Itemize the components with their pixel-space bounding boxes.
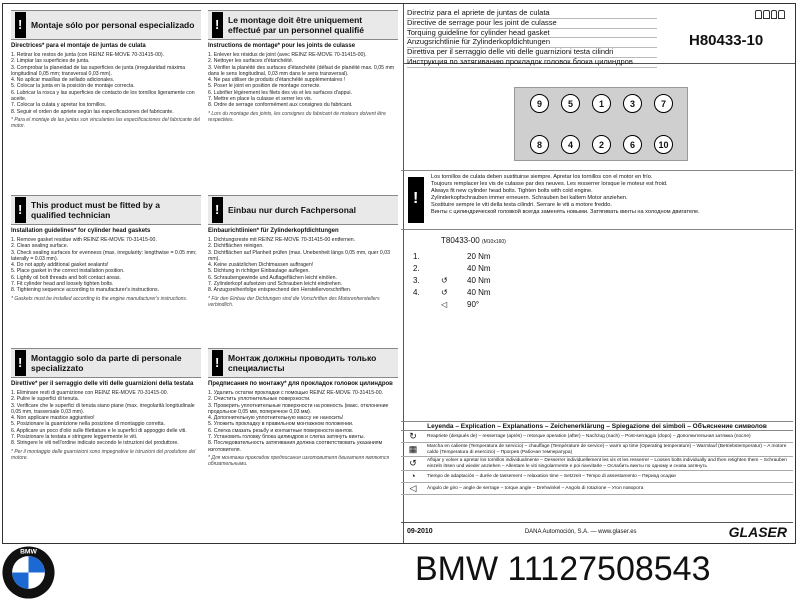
cylinder-head-icon [755, 10, 785, 19]
section-note: * Gaskets must be installed according to the engine manufacturer's instructions. [11, 295, 188, 302]
title-line: Anzugsrichtlinie für Zylinderkopfdichtungen [407, 38, 657, 48]
section-body: 1. Remove gasket residue with REINZ RE-MOVE 70-31415-00. 2. Clean sealing surface. 3. Check sealing surfaces for evenness (max. irregularity: lengthwise = 0.05 mm; laterally = 0.03 mm). 4. Do not apply additional gasket sealants! 5. Place gasket in the correct installation position. 6. Lightly oil bolt threads and bolt contact areas. 7. Fit cylinder head and loosely tighten bolts. 8. Tightening sequence according to manufacturer's instructions. [11, 237, 197, 294]
step-number: 4. [413, 287, 420, 297]
bmw-logo-text: BMW [20, 548, 37, 556]
section-note: * Lors du montage des joints, les consignes du fabricant de moteurs doivent être respectées. [208, 110, 386, 123]
section-subtitle: Einbaurichtlinien* für Zylinderkopfdichtungen [208, 228, 339, 234]
section-note: * Für den Einbau der Dichtungen sind die Vorschriften des Motorenherstellers verbindlich. [208, 295, 380, 308]
loosen-retighten-icon: ↺ [441, 287, 448, 297]
sequence-size: (M10x160) [481, 239, 506, 245]
warning-icon [212, 350, 223, 376]
section-subtitle: Directrices* para el montaje de juntas de culata [11, 43, 146, 49]
bmw-logo [0, 545, 57, 600]
bolt-marker: 8 [530, 135, 549, 154]
legend-text: Reapriete (después de) – resserrage (après) – retorque operation (after) – Nachzug (nach) – Post-serraggio (dopo) – Дополнительная затяжка (после) [427, 433, 751, 439]
bolt-replacement-warning [401, 170, 793, 230]
title-line: Torquing guideline for cylinder head gasket [407, 29, 657, 39]
step-number: 3. [413, 275, 420, 285]
footer-date: 09-2010 [407, 528, 433, 535]
section-note: * Для монтажа прокладок предписания изготовителя двигателя являются обязательными. [208, 454, 390, 467]
bolt-marker: 5 [561, 94, 580, 113]
retorque-icon: ↻ [409, 430, 417, 441]
title-line: Direttiva per il serraggio delle viti delle guarnizioni testa cilindri [407, 48, 657, 58]
legend-text: Aflojar y volver a apretar los tornillos individualmente – Desserrer individuellement les vis et les resserrer – Loosen bolts individually and then retighten them – Schrauben einzeln lösen und wieder anziehen – Allentare le viti singolarmente e poi riavvitarle – Ослабить винты по одному и снова затянуть [427, 458, 787, 469]
warning-icon [15, 350, 26, 376]
title-block [403, 4, 795, 64]
section-body: 1. Enlever les résidus de joint (avec REINZ RE-MOVE 70-31415-00). 2. Nettoyer les surfaces d'étanchéité. 3. Vérifier la planéité des surfaces d'étanchéité (défaut de planéité max. 0,05 mm dans le sens longitudinal, 0,03 mm dans le sens transversal). 4. Ne pas utiliser de produits d'étanchéité supplémentaires ! 5. Poser le joint en position de montage correcte. 6. Lubrifier légèrement les filets des vis et les surfaces d'appui. 7. Mettre en place la culasse et serrer les vis. 8. Ordre de serrage conformément aux consignes du fabricant. [208, 52, 395, 109]
legend-row [401, 457, 793, 471]
legend-row [401, 471, 793, 483]
legend-row [401, 431, 793, 443]
bolt-marker: 2 [592, 135, 611, 154]
legend-title: Leyenda – Explication – Explanations – Zeichenerklärung – Spiegazione dei simboli – Объяснение символов [401, 421, 793, 431]
torque-angle-icon: ◁ [409, 483, 417, 494]
sheet-footer [401, 522, 793, 540]
section-title: Le montage doit être uniquement effectué par un personnel qualifié [228, 15, 365, 35]
torque-step [413, 250, 533, 262]
bolt-marker: 4 [561, 135, 580, 154]
bolt-marker: 3 [623, 94, 642, 113]
section-title: Montaje sólo por personal especializado [31, 20, 195, 30]
warm-up-icon: ▦ [408, 443, 418, 454]
legend-row [401, 443, 793, 457]
section-title: Montaggio solo da parte di personale specializzato [31, 353, 182, 373]
torque-step [413, 274, 533, 286]
torque-step [413, 298, 533, 310]
torque-angle-icon: ◁ [441, 299, 448, 309]
step-value: 40 Nm [467, 287, 491, 297]
title-line: Инструкция по затягиванию прокладок головок блока цилиндров [407, 58, 657, 68]
warning-icon [408, 177, 424, 223]
warning-icon [212, 12, 223, 38]
product-title: BMW 11127508543 [415, 550, 711, 588]
section-en [11, 195, 201, 302]
torque-step [413, 286, 533, 298]
warning-text: Los tornillos de culata deben sustituirse siempre. Apretar los tornillos con el motor en frío. Toujours remplacer les vis de culasse par des neuves. Les resserrer lorsque le moteur est froid. Always fit new cylinder head bolts. Tighten bolts with cold engine. Zylinderkopfschrauben immer erneuern. Schrauben bei kaltem Motor anziehen. Sostituire sempre le viti della testa cilindri. Serrare le viti a motore freddo. Винты с цилиндрической головкой всегда заменять новыми. Затягивать винты на холодном двигателе. [431, 174, 700, 215]
step-value: 40 Nm [467, 263, 491, 273]
step-value: 40 Nm [467, 275, 491, 285]
section-title: This product must be fitted by a qualified technician [31, 200, 160, 220]
section-fr [208, 10, 398, 123]
loosen-retighten-icon: ↺ [441, 275, 448, 285]
title-line: Directive de serrage pour les joint de culasse [407, 19, 657, 29]
step-number: 2. [413, 263, 420, 273]
loosen-retighten-icon: ↺ [409, 457, 417, 468]
symbol-legend [401, 421, 793, 495]
section-note: * Per il montaggio delle guarnizioni sono impegnative le istruzioni del produttore del motore. [11, 448, 196, 461]
sequence-code-value: T80433-00 [441, 236, 480, 245]
warning-icon [212, 197, 223, 223]
step-value: 90° [467, 299, 480, 309]
cylinder-head-diagram [514, 87, 688, 161]
warning-icon [15, 12, 26, 38]
glaser-logo: GLASER [728, 523, 787, 540]
legend-row [401, 483, 793, 495]
section-title: Einbau nur durch Fachpersonal [228, 205, 356, 215]
title-line: Directriz para el apriete de juntas de culata [407, 9, 657, 19]
step-value: 20 Nm [467, 251, 491, 261]
relaxation-time-icon: ◔ [410, 471, 416, 482]
section-subtitle: Предписания по монтажу* для прокладок головок цилиндров [208, 381, 393, 387]
sequence-code [441, 236, 506, 245]
step-number: 1. [413, 251, 420, 261]
bolt-marker: 1 [592, 94, 611, 113]
section-note: * Para el montaje de las juntas son vinculantes las especificaciones del fabricante del motor. [11, 116, 200, 129]
section-subtitle: Installation guidelines* for cylinder head gaskets [11, 228, 151, 234]
section-body: 1. Dichtungsreste mit REINZ RE-MOVE 70-31415-00 entfernen. 2. Dichtflächen reinigen. 3. Dichtflächen auf Planheit prüfen (max. Unebenheit längs 0,05 mm, quer 0,03 mm). 4. Keine zusätzlichen Dichtmassen auftragen! 5. Dichtung in richtiger Einbaulage auflegen. 6. Schraubengewinde und Auflageflächen leicht einölen. 7. Zylinderkopf aufsetzen und Schrauben leicht eindrehen. 8. Anzugsreihenfolge entsprechend den Herstellervorschriften. [208, 237, 390, 294]
section-de [208, 195, 398, 308]
bolt-marker: 10 [654, 135, 673, 154]
section-es [11, 10, 201, 129]
torque-step [413, 262, 533, 274]
section-body: 1. Retirar los restos de junta (con REINZ RE-MOVE 70-31415-00). 2. Limpiar las superficies de junta. 3. Comprobar la planeidad de las superficies de junta (irregularidad máxima longitudinal 0,05 mm; transversal 0,03 mm). 4. No aplicar masillas de sellado adicionales. 5. Colocar la junta en la posición de montaje correcta. 6. Lubricar la rosca y las superficies de contacto de los tornillos ligeramente con aceite. 7. Colocar la culata y apretar los tornillos. 8. Seguir el orden de apriete según las especificaciones del fabricante. [11, 52, 195, 115]
section-body: 1. Удалить остатки прокладки с помощью REINZ RE-MOVE 70-31415-00. 2. Очистить уплотнительные поверхности. 3. Проверить уплотнительные поверхности на ровность (макс. отклонение продольное 0,05 мм, поперечное 0,03 мм). 4. Дополнительную уплотнительную массу не наносить! 5. Уложить прокладку в правильном монтажном положении. 6. Слегка смазать резьбу и контактные поверхности винтов. 7. Установить головку блока цилиндров и слегка затянуть винты. 8. Последовательность затягивания должна соответствовать указаниям изготовителя. [208, 390, 389, 453]
legend-text: Tiempo de adaptación – durée de tassement – relaxation time – Setzzeit – Tempo di assestamento – Период осадки [427, 474, 676, 480]
footer-company: DANA Automoción, S.A. — www.glaser.es [524, 528, 637, 535]
legend-text: Marcha en caliente (Temperatura de servicio) – chauffage (Température de service) – warm up time (Operating temperature) – Warmlauf (Betriebstemperatur) – A motore caldo (Temperatura di esercizio) – Прогрев (Рабочая температура) [427, 444, 787, 455]
bolt-marker: 9 [530, 94, 549, 113]
warning-icon [15, 197, 26, 223]
section-title: Монтаж должны проводить только специалисты [228, 353, 377, 373]
torque-steps [413, 250, 533, 310]
section-ru [208, 348, 398, 467]
bolt-marker: 6 [623, 135, 642, 154]
section-subtitle: Direttive* per il serraggio delle viti delle guarnizioni della testata [11, 381, 194, 387]
section-it [11, 348, 201, 461]
bolt-marker: 7 [654, 94, 673, 113]
legend-text: Ángulo de giro – angle de serrage – torque angle – Drehwinkel – Angolo di rotazione – Угол поворота [427, 486, 644, 492]
section-subtitle: Instructions de montage* pour les joints de culasse [208, 43, 356, 49]
part-number: H80433-10 [689, 32, 764, 49]
title-list [407, 9, 657, 68]
section-body: 1. Eliminare resti di guarnizione con REINZ RE-MOVE 70-31415-00. 2. Pulire le superfici di tenuta. 3. Verificare che le superfici di tenuta siano piane (max. irregolarità longitudinale 0,05 mm, trasversale 0,03 mm). 4. Non applicare mastice aggiuntivo! 5. Posizionare la guarnizione nella posizione di montaggio corretta. 6. Applicare un poco d'olio sulle filettature e le superfici di appoggio delle viti. 7. Posizionare la testata e stringere leggermente le viti. 8. Stringere le viti nell'ordine indicato secondo le istruzioni del produttore. [11, 390, 195, 447]
